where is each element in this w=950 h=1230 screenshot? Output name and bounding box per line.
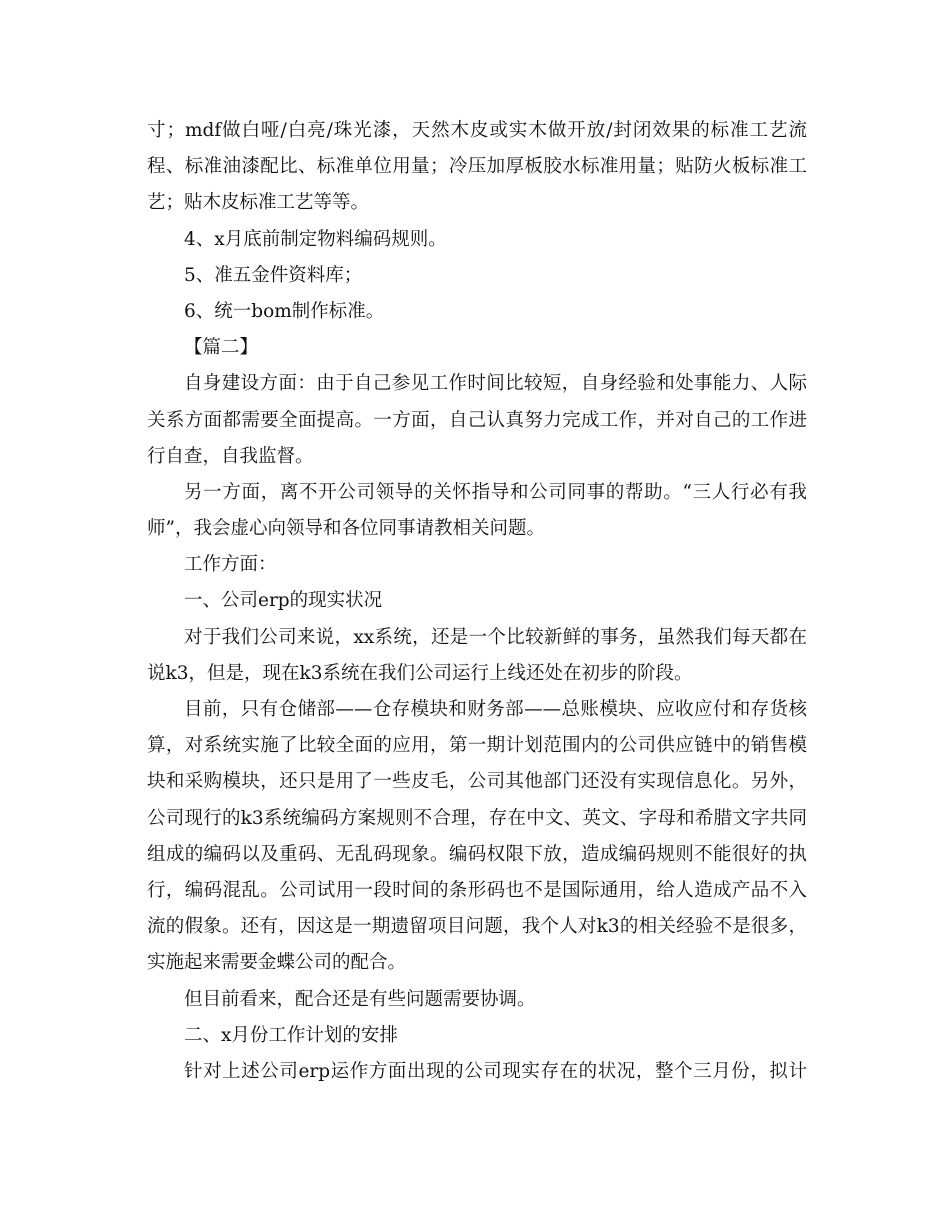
text-line: 5、准五金件资料库； xyxy=(184,264,363,286)
text-line: 公司现行的k3系统编码方案规则不合理，存在中文、英文、字母和希腊文字共同 xyxy=(147,807,807,829)
text-line: 关系方面都需要全面提高。一方面，自己认真努力完成工作，并对自己的工作进 xyxy=(147,409,807,431)
text-line: 自身建设方面：由于自己参见工作时间比较短，自身经验和处事能力、人际 xyxy=(184,373,807,395)
text-line: 针对上述公司erp运作方面出现的公司现实存在的状况，整个三月份，拟计 xyxy=(184,1060,807,1082)
text-line: 算，对系统实施了比较全面的应用，第一期计划范围内的公司供应链中的销售模 xyxy=(147,735,807,757)
text-line: 对于我们公司来说，xx系统，还是一个比较新鲜的事务，虽然我们每天都在 xyxy=(184,626,807,648)
text-line: 另一方面，离不开公司领导的关怀指导和公司同事的帮助。“三人行必有我 xyxy=(184,481,807,503)
text-line: 一、公司erp的现实状况 xyxy=(184,590,383,612)
text-line: 程、标准油漆配比、标准单位用量；冷压加厚板胶水标准用量；贴防火板标准工 xyxy=(147,156,807,178)
text-line: 行，编码混乱。公司试用一段时间的条形码也不是国际通用，给人造成产品不入 xyxy=(147,879,807,901)
text-line: 目前，只有仓储部——仓存模块和财务部——总账模块、应收应付和存货核 xyxy=(184,699,807,720)
text-lines xyxy=(147,113,807,1090)
text-line: 组成的编码以及重码、无乱码现象。编码权限下放，造成编码规则不能很好的执 xyxy=(147,843,807,865)
text-line: 实施起来需要金蝶公司的配合。 xyxy=(147,952,407,974)
text-line: 艺；贴木皮标准工艺等等。 xyxy=(147,192,370,214)
text-line: 二、x月份工作计划的安排 xyxy=(184,1024,398,1046)
document-body xyxy=(147,113,807,1090)
text-line: 块和采购模块，还只是用了一些皮毛，公司其他部门还没有实现信息化。另外， xyxy=(147,771,807,793)
text-line: 但目前看来，配合还是有些问题需要协调。 xyxy=(184,988,536,1010)
text-line: 流的假象。还有，因这是一期遗留项目问题，我个人对k3的相关经验不是很多， xyxy=(147,916,807,938)
text-line: 【篇二】 xyxy=(184,337,259,359)
text-line: 4、x月底前制定物料编码规则。 xyxy=(184,228,447,250)
text-line: 说k3，但是，现在k3系统在我们公司运行上线还处在初步的阶段。 xyxy=(147,662,693,684)
text-line: 寸；mdf做白哑/白亮/珠光漆，天然木皮或实木做开放/封闭效果的标准工艺流 xyxy=(147,120,807,141)
text-line: 行自查，自我监督。 xyxy=(147,445,314,467)
text-line: 师”，我会虚心向领导和各位同事请教相关问题。 xyxy=(147,518,545,540)
text-line: 6、统一bom制作标准。 xyxy=(184,300,385,322)
text-line: 工作方面： xyxy=(184,554,277,576)
